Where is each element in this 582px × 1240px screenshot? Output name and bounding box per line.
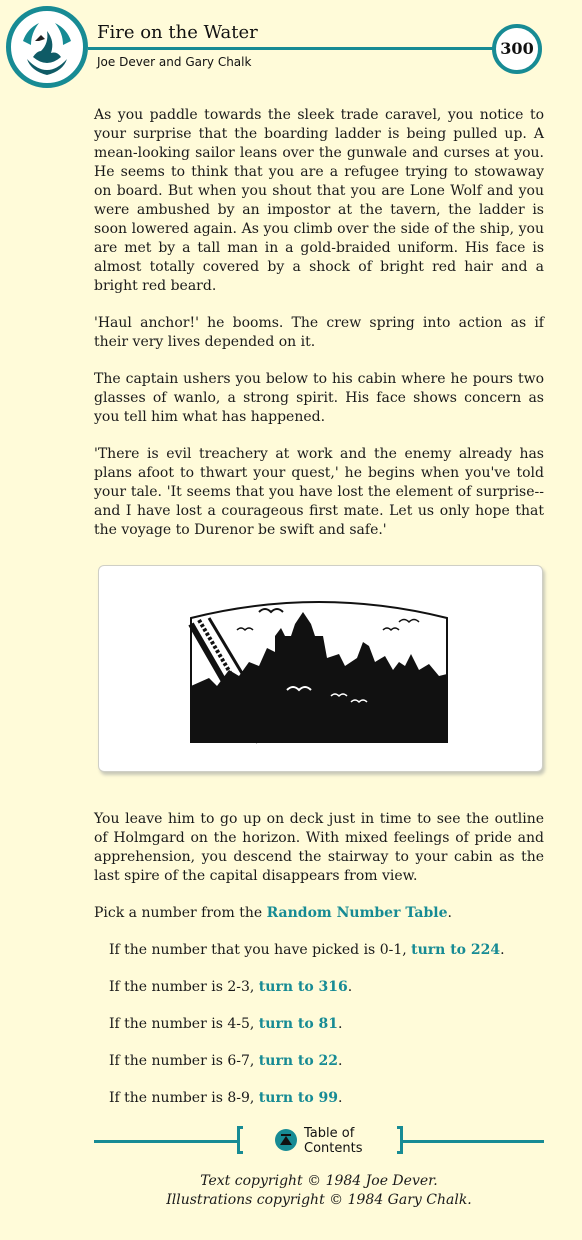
choice-2-3: If the number is 2-3, turn to 316. <box>109 979 353 995</box>
story-paragraph: You leave him to go up on deck just in time to see the outline of Holmgard on the horizon. With mixed feelings of pride and apprehension, you descend the stairway to your cabin as the last spire of the capital disappears from view. <box>94 811 544 884</box>
illustration-frame <box>98 565 543 772</box>
story-paragraph: 'Haul anchor!' he booms. The crew spring into action as if their very lives depended on it. <box>94 315 544 350</box>
table-of-contents-button[interactable] <box>272 1126 372 1156</box>
up-arrow-icon <box>275 1129 297 1151</box>
section-number-badge: 300 <box>492 24 542 74</box>
turn-to-81-link[interactable]: turn to 81 <box>258 1016 339 1032</box>
footer-rule-right <box>402 1140 544 1143</box>
choice-6-7: If the number is 6-7, turn to 22. <box>109 1053 343 1069</box>
random-number-prompt: Pick a number from the Random Number Table. <box>94 905 452 921</box>
book-title: Fire on the Water <box>97 22 258 43</box>
turn-to-316-link[interactable]: turn to 316 <box>258 979 348 995</box>
choice-4-5: If the number is 4-5, turn to 81. <box>109 1016 343 1032</box>
copyright-notice: Text copyright © 1984 Joe Dever. Illustrations copyright © 1984 Gary Chalk. <box>166 1173 472 1208</box>
footer-bracket-left <box>237 1126 243 1154</box>
phoenix-logo-icon <box>6 6 88 88</box>
choice-0-1: If the number that you have picked is 0-1, turn to 224. <box>109 942 505 958</box>
story-paragraph: As you paddle towards the sleek trade caravel, you notice to your surprise that the boarding ladder is being pulled up. A mean-looking sailor leans over the gunwale and curses at you. He seems to think that you are a refugee trying to stowaway on board. But when you shout that you are Lone Wolf and you were ambushed by an impostor at the tavern, the ladder is soon lowered again. As you climb over the side of the ship, you are met by a tall man in a gold-braided uniform. His face is almost totally covered by a shock of bright red hair and a bright red beard. <box>94 107 544 294</box>
story-paragraph: 'There is evil treachery at work and the enemy already has plans afoot to thwart your quest,' he begins when you've told your tale. 'It seems that you have lost the element of surprise--and I have lost a courageous first mate. Let us only hope that the voyage to Durenor be swift and safe.' <box>94 446 544 538</box>
footer-navigation <box>94 1126 544 1156</box>
section-choices <box>94 810 544 1126</box>
footer-rule-left <box>94 1140 238 1143</box>
turn-to-99-link[interactable]: turn to 99 <box>258 1090 339 1106</box>
section-content <box>94 106 544 558</box>
header-rule <box>88 47 498 50</box>
turn-to-224-link[interactable]: turn to 224 <box>411 942 501 958</box>
book-authors: Joe Dever and Gary Chalk <box>97 55 252 69</box>
story-paragraph: The captain ushers you below to his cabin where he pours two glasses of wanlo, a strong spirit. His face shows concern as you tell him what has happened. <box>94 371 544 425</box>
turn-to-22-link[interactable]: turn to 22 <box>258 1053 339 1069</box>
holmgard-skyline-illustration <box>99 566 542 771</box>
table-of-contents-label: Table of Contents <box>304 1126 363 1156</box>
page-header <box>0 0 582 100</box>
random-number-table-link[interactable]: Random Number Table <box>266 905 448 921</box>
choice-8-9: If the number is 8-9, turn to 99. <box>109 1090 343 1106</box>
